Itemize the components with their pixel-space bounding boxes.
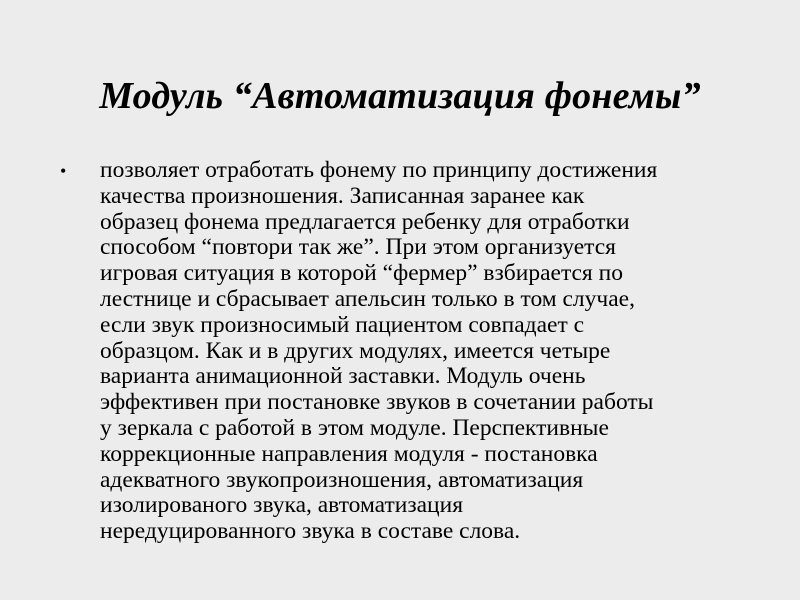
text-line: позволяет отработать фонему по принципу достижения <box>100 157 658 183</box>
text-line: качества произношения. Записанная заранее как <box>100 182 585 209</box>
text-line: образец фонема предлагается ребенку для отработки <box>100 208 630 235</box>
bullet-dot: • <box>60 161 67 181</box>
text-line: коррекционные направления модуля - постановка <box>100 440 598 467</box>
text-line: образцом. Как и в других модулях, имеется четыре <box>100 337 611 364</box>
text-line: у зеркала с работой в этом модуле. Перспективные <box>100 414 609 441</box>
bullet-item <box>60 158 750 545</box>
slide-title: Модуль “Автоматизация фонемы” <box>99 75 701 117</box>
text-line: игровая ситуация в которой “фермер” взбирается по <box>100 260 623 287</box>
text-line: изолированого звука, автоматизация <box>100 492 464 519</box>
text-line: способом “повтори так же”. При этом организуется <box>100 234 616 261</box>
text-line: если звук произносимый пациентом совпадает с <box>100 311 585 338</box>
bullet-text <box>100 158 740 545</box>
text-line: адекватного звукопроизношения, автоматизация <box>100 466 584 493</box>
text-line: эффективен при постановке звуков в сочетании работы <box>100 389 654 416</box>
text-line: нередуцированного звука в составе слова. <box>100 518 521 545</box>
text-line: варианта анимационной заставки. Модуль очень <box>100 363 586 390</box>
text-line: лестнице и сбрасывает апельсин только в том случае, <box>100 285 635 312</box>
